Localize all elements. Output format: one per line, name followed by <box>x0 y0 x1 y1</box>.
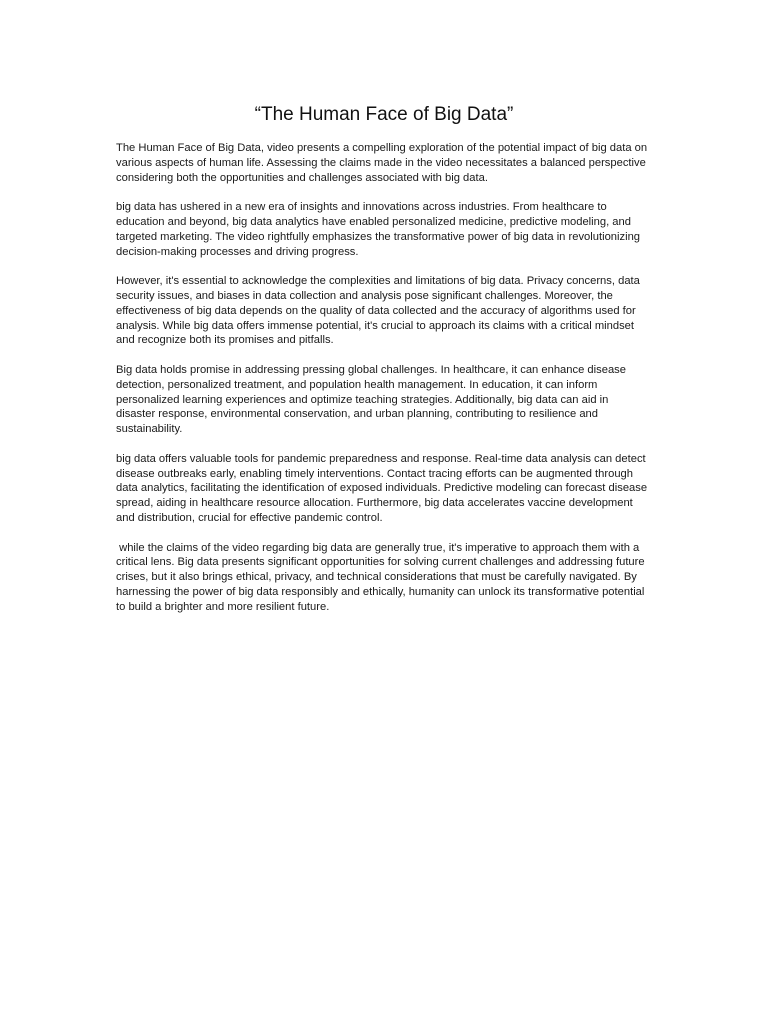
document-body <box>116 141 650 629</box>
document-title: “The Human Face of Big Data” <box>254 104 514 125</box>
paragraph-5: big data offers valuable tools for pandemic preparedness and response. Real-time data analysis can detect disease outbreaks early, enabling timely interventions. Contact tracing efforts can be augmented through data analytics, facilitating the identification of exposed individuals. Predictive modeling can forecast disease spread, aiding in healthcare resource allocation. Furthermore, big data accelerates vaccine development and distribution, crucial for effective pandemic control. <box>116 452 648 524</box>
paragraph-3: However, it's essential to acknowledge the complexities and limitations of big data. Privacy concerns, data security issues, and biases in data collection and analysis pose significant challenges. Moreover, the effectiveness of big data depends on the quality of data collected and the accuracy of algorithms used for analysis. While big data offers immense potential, it's crucial to approach its claims with a critical mindset and recognize both its promises and pitfalls. <box>116 275 640 347</box>
paragraph-2: big data has ushered in a new era of insights and innovations across industries. From healthcare to education and beyond, big data analytics have enabled personalized medicine, predictive modeling, and targeted marketing. The video rightfully emphasizes the transformative power of big data in revolutionizing decision-making processes and driving progress. <box>116 201 641 258</box>
paragraph-4: Big data holds promise in addressing pressing global challenges. In healthcare, it can enhance disease detection, personalized treatment, and population health management. In education, it can inform personalized learning experiences and optimize teaching strategies. Additionally, big data can aid in disaster response, environmental conservation, and urban planning, contributing to resilience and sustainability. <box>116 363 626 436</box>
paragraph-1: The Human Face of Big Data, video presents a compelling exploration of the potential impact of big data on various aspects of human life. Assessing the claims made in the video necessitates a balanced perspective considering both the opportunities and challenges associated with big data. <box>116 142 648 184</box>
paragraph-6: while the claims of the video regarding big data are generally true, it's imperative to approach them with a critical lens. Big data presents significant opportunities for solving current challenges and addressing future crises, but it also brings ethical, privacy, and technical considerations that must be carefully navigated. By harnessing the power of big data responsibly and ethically, humanity can unlock its transformative potential to build a brighter and more resilient future. <box>116 541 648 613</box>
